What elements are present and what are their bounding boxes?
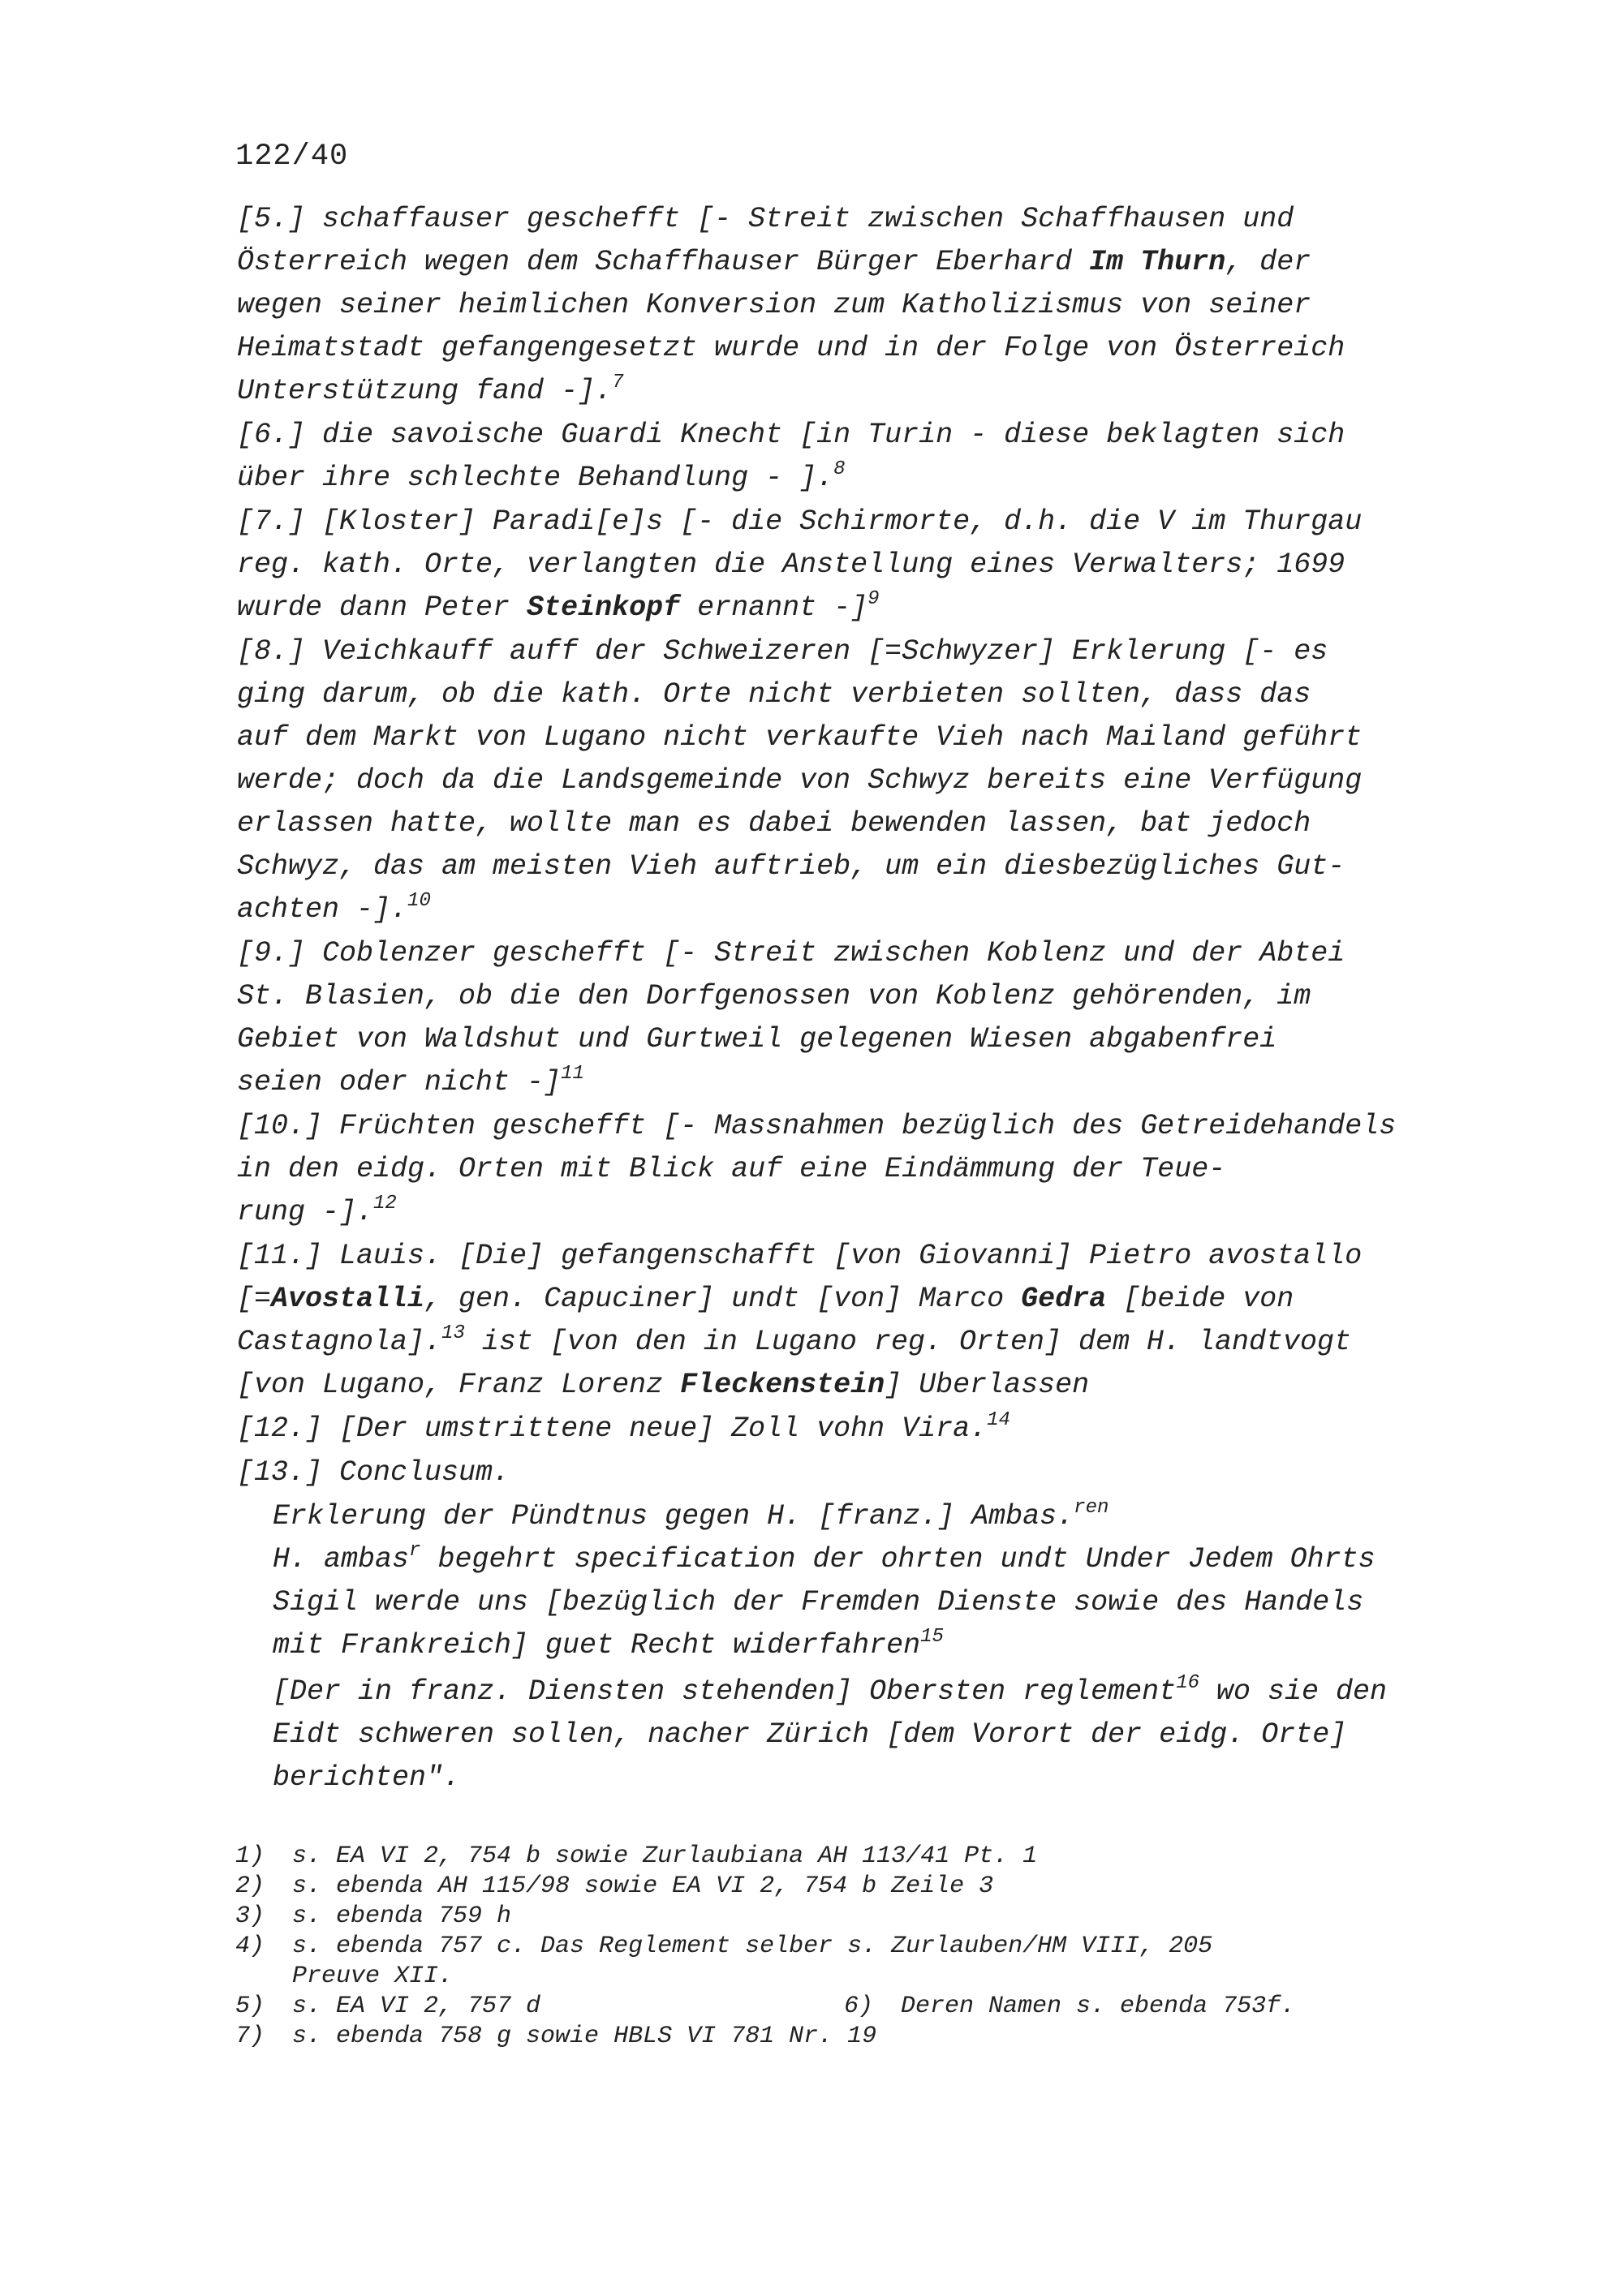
footnotes xyxy=(235,1842,1501,2052)
text-run: wegen seiner heimlichen Konversion zum Katholizismus von seiner xyxy=(237,289,1311,321)
text-run: [7.] [Kloster] Paradi[e]s [- die Schirmorte, d.h. die V im Thurgau xyxy=(237,505,1363,538)
text-run: ] Uberlassen xyxy=(885,1369,1090,1401)
text-line xyxy=(273,1538,1503,1581)
text-run: [beide von xyxy=(1106,1283,1294,1315)
footnote-ref: 10 xyxy=(407,890,431,912)
text-run: St. Blasien, ob die den Dorfgenossen von Koblenz gehörenden, im xyxy=(237,980,1311,1013)
text-line xyxy=(237,370,1503,413)
text-line xyxy=(273,1756,1503,1799)
text-line xyxy=(273,1495,1503,1538)
text-line xyxy=(237,630,1503,673)
text-line xyxy=(237,1408,1503,1451)
footnote-ref: 11 xyxy=(561,1063,584,1085)
text-run: berichten". xyxy=(273,1761,461,1794)
text-line xyxy=(273,1624,1503,1667)
footnote-number: 2) xyxy=(235,1872,265,1900)
text-line xyxy=(237,501,1503,544)
footnote-number: 3) xyxy=(235,1903,265,1930)
text-run: [6.] die savoische Guardi Knecht [in Turin - diese beklagten sich xyxy=(237,419,1345,451)
text-line xyxy=(237,327,1503,370)
footnote-ref: 12 xyxy=(373,1193,397,1215)
person-name: Im Thurn xyxy=(1089,246,1226,278)
text-line xyxy=(237,1018,1503,1061)
text-run: Gebiet von Waldshut und Gurtweil gelegenen Wiesen abgabenfrei xyxy=(237,1023,1277,1056)
footnote-text: s. EA VI 2, 757 d xyxy=(292,1993,541,2020)
text-line xyxy=(273,1713,1503,1756)
text-run: Sigil werde uns [bezüglich der Fremden Dienste sowie des Handels xyxy=(273,1586,1364,1619)
text-line xyxy=(237,1451,1503,1494)
agenda-entry xyxy=(237,198,1503,413)
text-run: H. ambas xyxy=(273,1543,410,1576)
text-run: achten -]. xyxy=(237,893,408,926)
text-line xyxy=(237,414,1503,457)
agenda-entry xyxy=(237,1235,1503,1407)
footnote-number: 7) xyxy=(235,2023,265,2050)
agenda-entry xyxy=(237,630,1503,931)
text-line xyxy=(237,975,1503,1018)
text-line xyxy=(237,241,1503,284)
text-run: erlassen hatte, wollte man es dabei bewenden lassen, bat jedoch xyxy=(237,807,1311,840)
text-run: , der xyxy=(1225,246,1311,278)
text-run: Österreich wegen dem Schaffhauser Bürger Eberhard xyxy=(237,246,1090,278)
text-run: wurde dann Peter xyxy=(237,591,527,624)
agenda-entry xyxy=(237,932,1503,1104)
text-run: [von Lugano, Franz Lorenz xyxy=(237,1369,681,1401)
text-run: Schwyz, das am meisten Vieh auftrieb, um ein diesbezügliches Gut- xyxy=(237,850,1345,883)
footnote-number: 5) xyxy=(235,1993,265,2020)
footnote-4 xyxy=(235,1932,1501,1962)
agenda-entry xyxy=(237,501,1503,630)
text-run: auf dem Markt von Lugano nicht verkaufte Vieh nach Mailand geführt xyxy=(237,721,1363,754)
text-run: ernannt -] xyxy=(680,591,868,624)
footnote-text: s. ebenda 758 g sowie HBLS VI 781 Nr. 19 xyxy=(292,2023,877,2050)
text-run: [11.] Lauis. [Die] gefangenschafft [von Giovanni] Pietro avostallo xyxy=(237,1240,1363,1272)
text-run: begehrt specification der ohrten undt Under Jedem Ohrts xyxy=(420,1543,1375,1576)
conclusum-block xyxy=(237,1495,1503,1799)
agenda-entry xyxy=(237,1451,1503,1494)
agenda-entry xyxy=(237,1105,1503,1234)
text-line xyxy=(237,802,1503,845)
text-line xyxy=(237,1364,1503,1407)
footnote-ref: 13 xyxy=(441,1322,465,1344)
agenda-entry xyxy=(237,414,1503,500)
text-line xyxy=(237,587,1503,630)
text-line xyxy=(237,1278,1503,1321)
text-run: rung -]. xyxy=(237,1196,374,1228)
text-run: [10.] Früchten geschefft [- Massnahmen bezüglich des Getreidehandels xyxy=(237,1110,1397,1142)
text-run: [= xyxy=(237,1283,272,1315)
footnote-ref: r xyxy=(409,1540,421,1562)
text-run: [9.] Coblenzer geschefft [- Streit zwischen Koblenz und der Abtei xyxy=(237,937,1345,970)
text-line xyxy=(237,932,1503,975)
text-line xyxy=(237,1105,1503,1148)
text-run: mit Frankreich] guet Recht widerfahren xyxy=(273,1629,921,1662)
text-run: Unterstützung fand -]. xyxy=(237,375,613,407)
footnote-ref: 16 xyxy=(1176,1672,1199,1694)
footnote-4-continuation: Preuve XII. xyxy=(292,1963,454,1990)
text-run: Heimatstadt gefangengesetzt wurde und in der Folge von Österreich xyxy=(237,332,1345,364)
text-run: reg. kath. Orte, verlangten die Anstellung eines Verwalters; 1699 xyxy=(237,548,1345,581)
footnote-text: s. ebenda 757 c. Das Reglement selber s. Zurlauben/HM VIII, 205 xyxy=(292,1933,1213,1960)
text-run: [12.] [Der umstrittene neue] Zoll vohn Vira. xyxy=(237,1412,988,1445)
text-line xyxy=(273,1581,1503,1624)
text-line xyxy=(237,845,1503,888)
text-line xyxy=(237,888,1503,931)
footnote-text: s. ebenda AH 115/98 sowie EA VI 2, 754 b Zeile 3 xyxy=(292,1872,994,1900)
text-line xyxy=(237,673,1503,716)
footnote-text: s. EA VI 2, 754 b sowie Zurlaubiana AH 113/41 Pt. 1 xyxy=(292,1842,1038,1870)
person-name: Avostalli xyxy=(271,1283,425,1315)
text-run: ging darum, ob die kath. Orte nicht verbieten sollten, dass das xyxy=(237,678,1311,711)
footnote-number: 4) xyxy=(235,1933,265,1960)
text-run: werde; doch da die Landsgemeinde von Schwyz bereits eine Verfügung xyxy=(237,764,1363,797)
text-line xyxy=(237,1191,1503,1234)
footnote-5-6 xyxy=(235,1992,1501,2022)
text-line xyxy=(237,759,1503,802)
footnote-ref: 8 xyxy=(833,458,846,480)
footnote-text: Deren Namen s. ebenda 753f. xyxy=(901,1993,1296,2020)
text-run: über ihre schlechte Behandlung - ]. xyxy=(237,462,834,494)
text-run: seien oder nicht -] xyxy=(237,1066,562,1099)
text-line xyxy=(237,1061,1503,1104)
text-run: wo sie den xyxy=(1199,1675,1388,1708)
text-line xyxy=(237,1235,1503,1278)
text-line xyxy=(273,1670,1503,1713)
text-line xyxy=(237,544,1503,587)
text-run: [8.] Veichkauff auff der Schweizeren [=Schwyzer] Erklerung [- es xyxy=(237,635,1328,668)
footnote-ref: 15 xyxy=(920,1626,944,1648)
footnote-ref: 14 xyxy=(987,1409,1010,1431)
text-line xyxy=(237,457,1503,500)
text-line xyxy=(237,198,1503,241)
footnote-number: 6) xyxy=(844,1993,874,2020)
text-line xyxy=(237,284,1503,327)
text-run: , gen. Capuciner] undt [von] Marco xyxy=(424,1283,1022,1315)
footnote-ref: 9 xyxy=(867,588,880,610)
text-line xyxy=(237,1148,1503,1191)
footnote-ref: 7 xyxy=(612,372,624,393)
footnote-ref: ren xyxy=(1074,1497,1109,1519)
text-run: ist [von den in Lugano reg. Orten] dem H. landtvogt xyxy=(464,1326,1352,1358)
text-run: in den eidg. Orten mit Blick auf eine Eindämmung der Teue- xyxy=(237,1153,1226,1185)
text-run: [Der in franz. Diensten stehenden] Obersten reglement xyxy=(273,1675,1177,1708)
text-run: Castagnola]. xyxy=(237,1326,442,1358)
text-run: [5.] schaffauser geschefft [- Streit zwischen Schaffhausen und xyxy=(237,203,1294,235)
person-name: Gedra xyxy=(1021,1283,1107,1315)
footnote-number: 1) xyxy=(235,1842,265,1870)
text-run: [13.] Conclusum. xyxy=(237,1456,510,1489)
footnote-text: s. ebenda 759 h xyxy=(292,1903,512,1930)
text-line xyxy=(237,716,1503,759)
text-line xyxy=(237,1321,1503,1364)
text-run: Erklerung der Pündtnus gegen H. [franz.] Ambas. xyxy=(273,1500,1074,1533)
page-number: 122/40 xyxy=(235,140,349,174)
person-name: Fleckenstein xyxy=(680,1369,885,1401)
footnote-1 xyxy=(235,1842,1501,1872)
agenda-list xyxy=(237,198,1503,1494)
agenda-entry xyxy=(237,1408,1503,1451)
footnote-3 xyxy=(235,1902,1501,1932)
text-run: Eidt schweren sollen, nacher Zürich [dem Vorort der eidg. Orte] xyxy=(273,1718,1347,1751)
person-name: Steinkopf xyxy=(527,591,681,624)
footnote-7 xyxy=(235,2022,1501,2052)
footnote-2 xyxy=(235,1872,1501,1902)
document-body xyxy=(237,198,1503,1799)
